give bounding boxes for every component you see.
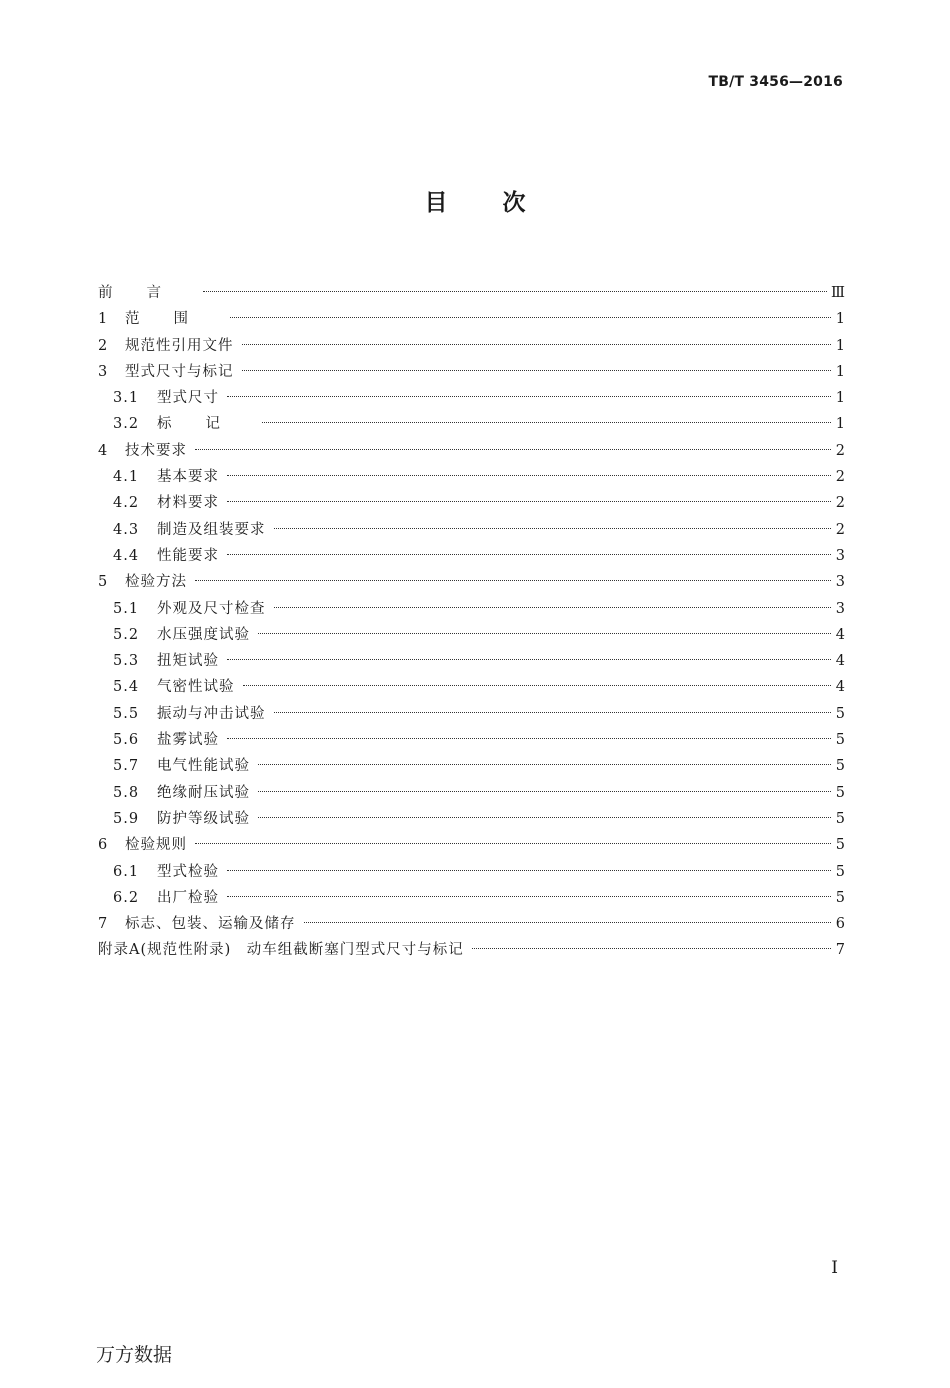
dot-leader	[242, 370, 832, 371]
toc-entry-title: 盐雾试验	[157, 732, 219, 749]
toc-entry-title: 附录A(规范性附录) 动车组截断塞门型式尺寸与标记	[98, 942, 464, 959]
dot-leader	[227, 501, 831, 502]
toc-entry[interactable]	[98, 411, 845, 437]
toc-entry[interactable]	[98, 385, 845, 411]
dot-leader	[274, 712, 832, 713]
toc-entry[interactable]	[98, 701, 845, 727]
toc-entry-title: 范围	[125, 311, 222, 328]
toc-entry[interactable]	[98, 306, 845, 332]
dot-leader	[258, 633, 831, 634]
dot-leader	[242, 344, 832, 345]
toc-entry-number: 5.6	[113, 732, 140, 749]
toc-entry-page: 5	[835, 784, 845, 801]
toc-entry-page: 5	[835, 889, 845, 906]
dot-leader	[472, 948, 831, 949]
table-of-contents	[98, 280, 845, 964]
toc-entry[interactable]	[98, 464, 845, 490]
toc-entry-number: 6.2	[113, 889, 140, 906]
page-title-char-1: 目	[424, 190, 448, 216]
toc-entry-page: 7	[835, 942, 845, 959]
toc-entry-title: 电气性能试验	[157, 758, 250, 775]
toc-entry-title: 绝缘耐压试验	[157, 784, 250, 801]
toc-entry-number: 5.7	[113, 758, 140, 775]
toc-entry[interactable]	[98, 596, 845, 622]
dot-leader	[227, 396, 831, 397]
dot-leader	[227, 738, 831, 739]
toc-entry[interactable]	[98, 937, 845, 963]
toc-entry[interactable]	[98, 438, 845, 464]
toc-entry-number: 5.1	[113, 600, 140, 617]
dot-leader	[274, 528, 832, 529]
dot-leader	[195, 449, 831, 450]
toc-entry-page: 2	[835, 495, 845, 512]
toc-entry[interactable]	[98, 280, 845, 306]
toc-entry-title: 扭矩试验	[157, 653, 219, 670]
toc-entry-page: 1	[835, 363, 845, 380]
toc-entry-title: 外观及尺寸检查	[157, 600, 266, 617]
toc-entry-number: 2	[98, 337, 109, 354]
toc-entry-number: 5.3	[113, 653, 140, 670]
toc-entry-title: 型式检验	[157, 863, 219, 880]
toc-entry-page: 4	[835, 679, 845, 696]
dot-leader	[227, 870, 831, 871]
toc-entry[interactable]	[98, 543, 845, 569]
toc-entry-page: 2	[835, 469, 845, 486]
toc-entry-number: 5.5	[113, 705, 140, 722]
toc-entry-title: 前言	[98, 285, 195, 301]
page-title-char-2: 次	[502, 190, 526, 216]
dot-leader	[227, 659, 831, 660]
toc-entry-number: 4.3	[113, 521, 140, 538]
toc-entry-page: 4	[835, 653, 845, 670]
toc-entry-number: 4.4	[113, 547, 140, 564]
toc-entry-title: 气密性试验	[157, 679, 235, 696]
toc-entry-number: 5	[98, 574, 109, 591]
toc-entry[interactable]	[98, 490, 845, 516]
toc-entry[interactable]	[98, 727, 845, 753]
toc-entry-page: 2	[835, 521, 845, 538]
toc-entry-page: Ⅲ	[831, 285, 845, 301]
toc-entry[interactable]	[98, 753, 845, 779]
toc-entry-title: 出厂检验	[157, 889, 219, 906]
toc-entry-title: 规范性引用文件	[125, 337, 234, 354]
toc-entry-title: 基本要求	[157, 469, 219, 486]
toc-entry-page: 5	[835, 837, 845, 854]
toc-entry[interactable]	[98, 859, 845, 885]
toc-entry-page: 1	[835, 390, 845, 407]
toc-entry-number: 3	[98, 363, 109, 380]
toc-entry-page: 5	[835, 732, 845, 749]
standard-code: TB/T 3456—2016	[708, 74, 843, 90]
toc-entry-number: 5.2	[113, 626, 140, 643]
dot-leader	[195, 843, 831, 844]
toc-entry-page: 3	[835, 600, 845, 617]
toc-entry[interactable]	[98, 911, 845, 937]
toc-entry-page: 1	[835, 416, 845, 433]
toc-entry[interactable]	[98, 648, 845, 674]
page-number: I	[831, 1258, 838, 1278]
toc-entry-page: 1	[835, 337, 845, 354]
toc-entry-number: 6	[98, 837, 109, 854]
toc-entry-number: 7	[98, 916, 109, 933]
dot-leader	[227, 896, 831, 897]
page-title	[0, 184, 950, 217]
toc-entry-title: 标记	[157, 416, 254, 433]
dot-leader	[258, 764, 831, 765]
dot-leader	[227, 475, 831, 476]
toc-entry-page: 1	[835, 311, 845, 328]
toc-entry-title: 性能要求	[157, 547, 219, 564]
dot-leader	[304, 922, 832, 923]
toc-entry-number: 3.1	[113, 390, 140, 407]
toc-entry-number: 6.1	[113, 863, 140, 880]
toc-entry-title: 检验规则	[125, 837, 187, 854]
toc-entry-page: 6	[835, 916, 845, 933]
toc-entry-number: 5.9	[113, 810, 140, 827]
toc-entry-title: 振动与冲击试验	[157, 705, 266, 722]
toc-entry[interactable]	[98, 806, 845, 832]
dot-leader	[262, 422, 831, 423]
toc-entry-number: 4.2	[113, 495, 140, 512]
toc-entry[interactable]	[98, 517, 845, 543]
toc-entry-number: 4	[98, 442, 109, 459]
toc-entry-number: 5.4	[113, 679, 140, 696]
toc-entry-title: 材料要求	[157, 495, 219, 512]
dot-leader	[227, 554, 831, 555]
toc-entry-title: 型式尺寸	[157, 390, 219, 407]
toc-entry-page: 5	[835, 810, 845, 827]
toc-entry-page: 4	[835, 626, 845, 643]
toc-entry-page: 5	[835, 758, 845, 775]
toc-entry[interactable]	[98, 780, 845, 806]
toc-entry[interactable]	[98, 333, 845, 359]
dot-leader	[203, 291, 827, 292]
toc-entry-number: 3.2	[113, 416, 140, 433]
toc-entry-title: 标志、包装、运输及储存	[125, 916, 296, 933]
database-watermark: 万方数据	[96, 1344, 173, 1366]
toc-entry-title: 检验方法	[125, 574, 187, 591]
toc-entry-page: 2	[835, 442, 845, 459]
dot-leader	[258, 791, 831, 792]
toc-entry-number: 1	[98, 311, 109, 328]
toc-entry-page: 5	[835, 863, 845, 880]
dot-leader	[230, 317, 831, 318]
dot-leader	[243, 685, 832, 686]
toc-entry-number: 5.8	[113, 784, 140, 801]
toc-entry-title: 防护等级试验	[157, 810, 250, 827]
dot-leader	[274, 607, 832, 608]
toc-entry-page: 5	[835, 705, 845, 722]
toc-entry[interactable]	[98, 832, 845, 858]
toc-entry[interactable]	[98, 359, 845, 385]
toc-entry[interactable]	[98, 569, 845, 595]
dot-leader	[258, 817, 831, 818]
toc-entry-number: 4.1	[113, 469, 140, 486]
toc-entry[interactable]	[98, 622, 845, 648]
toc-entry-page: 3	[835, 547, 845, 564]
toc-entry-title: 制造及组装要求	[157, 521, 266, 538]
toc-entry-title: 水压强度试验	[157, 626, 250, 643]
dot-leader	[195, 580, 831, 581]
toc-entry-page: 3	[835, 574, 845, 591]
toc-entry-title: 型式尺寸与标记	[125, 363, 234, 380]
toc-entry[interactable]	[98, 674, 845, 700]
toc-entry-title: 技术要求	[125, 442, 187, 459]
toc-entry[interactable]	[98, 885, 845, 911]
